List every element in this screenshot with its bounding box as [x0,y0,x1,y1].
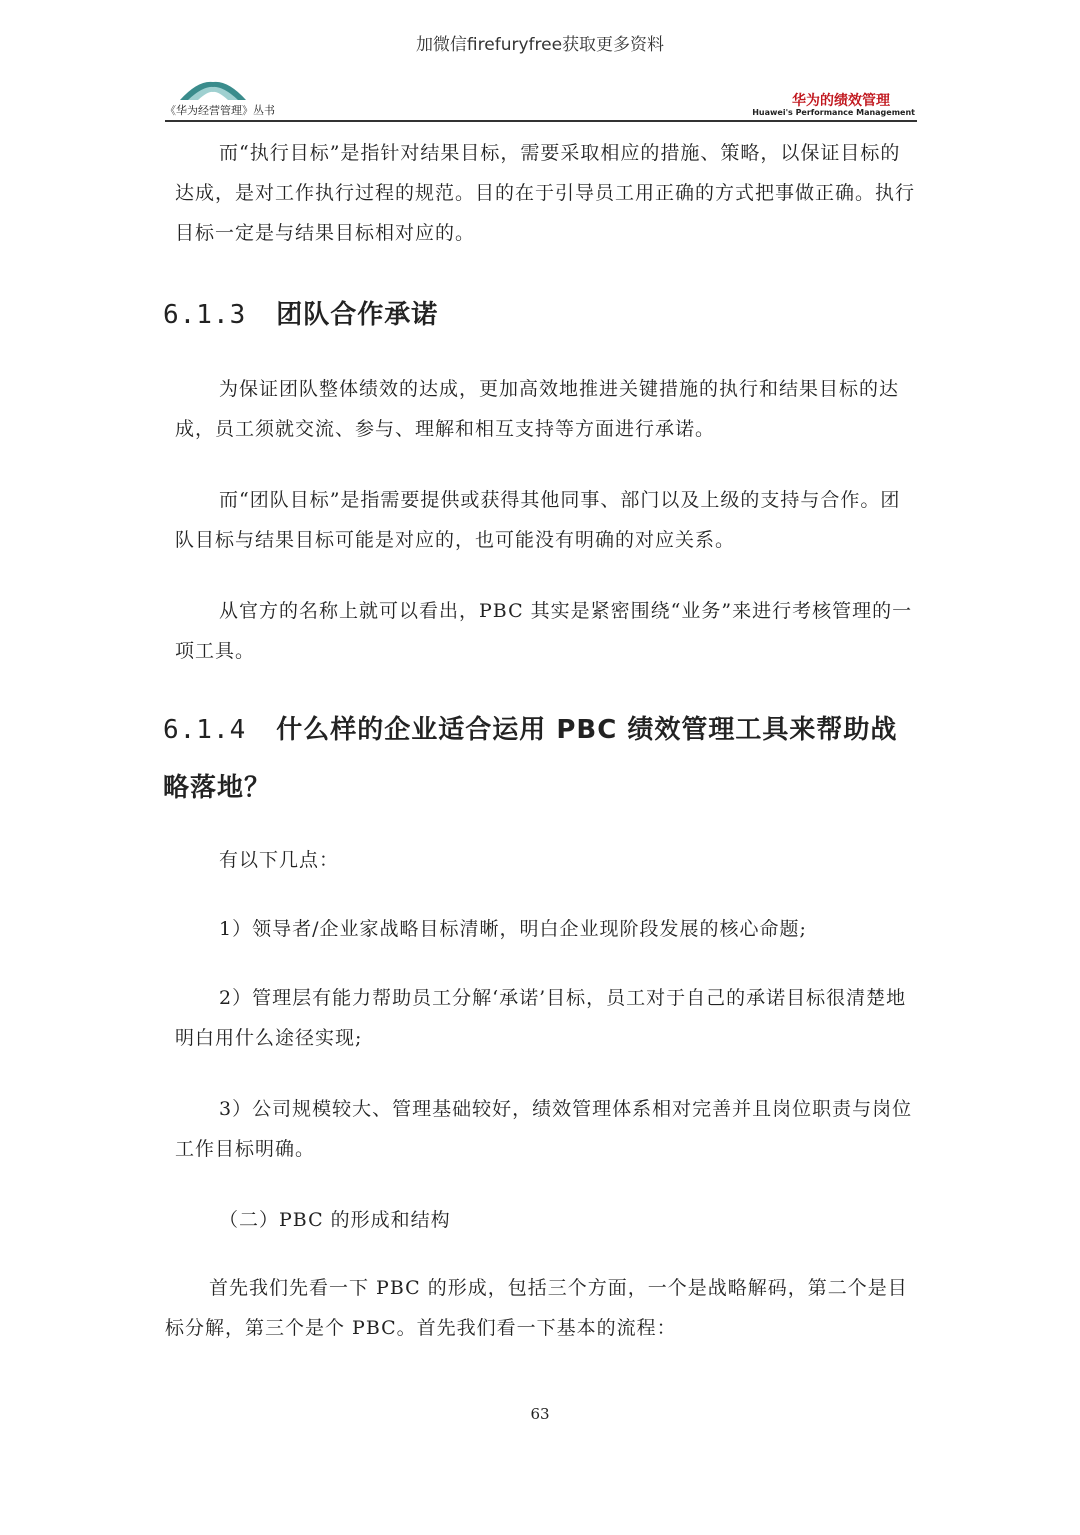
paragraph: 从官方的名称上就可以看出，PBC 其实是紧密围绕“业务”来进行考核管理的一项工具。 [175,600,913,662]
book-logo-icon [178,78,248,102]
watermark-text: 加微信firefuryfree获取更多资料 [415,35,665,55]
section-title: 什么样的企业适合运用 PBC 绩效管理工具来帮助战略落地？ [163,715,898,803]
section-heading [163,286,923,344]
paragraph: 有以下几点： [219,849,340,871]
page-number: 63 [530,1405,550,1423]
subsection-title: （二）PBC 的形成和结构 [219,1209,451,1231]
section-number: 6.1.4 [163,715,247,745]
section-number: 6.1.3 [163,300,247,330]
paragraph: 为保证团队整体绩效的达成，更加高效地推进关键措施的执行和结果目标的达成，员工须就交流、参与、理解和相互支持等方面进行承诺。 [175,378,900,440]
list-item: 2）管理层有能力帮助员工分解‘承诺’目标，员工对于自己的承诺目标很清楚地明白用什么途径实现; [175,987,907,1049]
series-title: 《华为经营管理》丛书 [165,104,275,117]
list-item: 1）领导者/企业家战略目标清晰，明白企业现阶段发展的核心命题; [219,918,807,940]
section-heading [163,701,923,817]
paragraph: 首先我们先看一下 PBC 的形成，包括三个方面，一个是战略解码，第二个是目标分解，第三个是个 PBC。首先我们看一下基本的流程： [165,1277,908,1339]
paragraph: 而“团队目标”是指需要提供或获得其他同事、部门以及上级的支持与合作。团队目标与结果目标可能是对应的，也可能没有明确的对应关系。 [175,489,901,551]
header-divider [165,120,917,122]
book-title-en: Huawei's Performance Management [752,108,915,117]
paragraph: 而“执行目标”是指针对结果目标，需要采取相应的措施、策略，以保证目标的达成，是对工作执行过程的规范。目的在于引导员工用正确的方式把事做正确。执行目标一定是与结果目标相对应的。 [175,142,916,244]
book-title-zh: 华为的绩效管理 [792,93,890,109]
list-item: 3）公司规模较大、管理基础较好，绩效管理体系相对完善并且岗位职责与岗位工作目标明确。 [175,1098,913,1160]
section-title: 团队合作承诺 [276,300,439,330]
